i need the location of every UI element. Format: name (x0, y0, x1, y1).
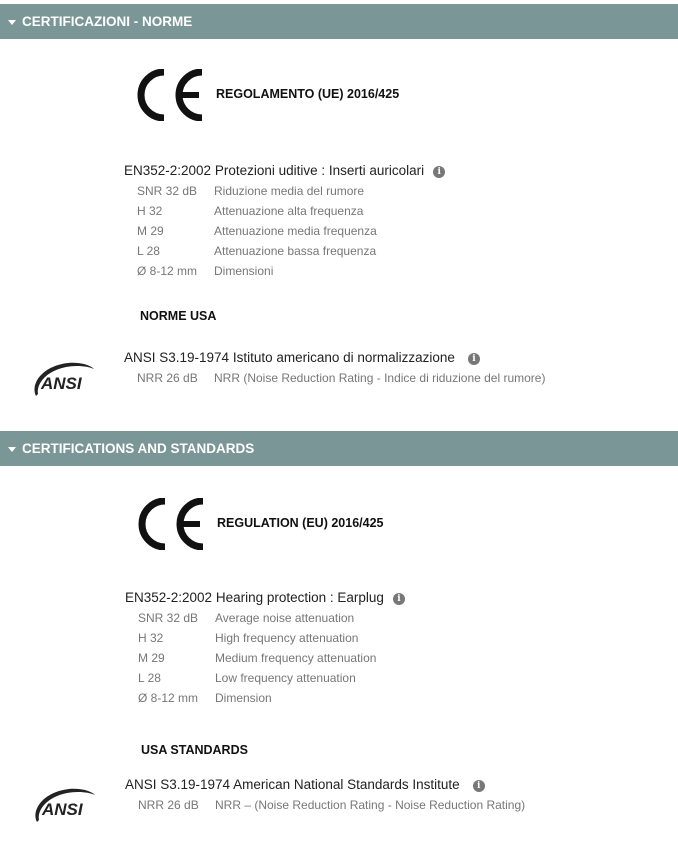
value-key: M 29 (137, 224, 164, 238)
info-icon[interactable]: i (393, 593, 405, 605)
value-key: L 28 (137, 244, 160, 258)
value-desc: Medium frequency attenuation (215, 651, 377, 665)
ansi-values-list (138, 795, 525, 815)
value-desc: NRR (Noise Reduction Rating - Indice di riduzione del rumore) (214, 371, 546, 385)
value-desc: High frequency attenuation (215, 631, 359, 645)
value-desc: Attenuazione bassa frequenza (214, 244, 377, 258)
value-row (138, 668, 376, 688)
value-key: Ø 8-12 mm (138, 691, 199, 705)
section-header-label: CERTIFICAZIONI - NORME (22, 14, 193, 29)
section-header-english[interactable] (0, 431, 678, 466)
value-key: NRR 26 dB (138, 798, 199, 812)
regulation-title: REGULATION (EU) 2016/425 (217, 516, 384, 530)
ce-mark-logo (132, 498, 206, 550)
value-key: H 32 (138, 631, 164, 645)
value-desc: Low frequency attenuation (215, 671, 356, 685)
value-desc: Attenuazione media frequenza (214, 224, 377, 238)
value-key: L 28 (138, 671, 161, 685)
value-desc: NRR – (Noise Reduction Rating - Noise Reduction Rating) (215, 798, 526, 812)
ansi-standard-title (125, 777, 485, 792)
value-key: SNR 32 dB (138, 611, 199, 625)
value-desc: Riduzione media del rumore (214, 184, 365, 198)
standard-title (125, 590, 405, 605)
value-desc: Attenuazione alta frequenza (214, 204, 364, 218)
caret-down-icon (8, 447, 16, 452)
value-key: NRR 26 dB (137, 371, 198, 385)
value-key: SNR 32 dB (137, 184, 198, 198)
ansi-standard-text: ANSI S3.19-1974 American National Standards Institute (125, 777, 460, 792)
standard-values-list (138, 608, 376, 708)
ansi-standard-text: ANSI S3.19-1974 Istituto americano di normalizzazione (124, 350, 455, 365)
usa-standards-title: USA STANDARDS (141, 743, 248, 757)
ansi-logo (29, 786, 99, 828)
usa-standards-title: NORME USA (140, 309, 217, 323)
value-desc: Dimensioni (214, 264, 274, 278)
info-icon[interactable]: i (433, 166, 445, 178)
info-icon[interactable]: i (468, 353, 480, 365)
value-row (138, 648, 376, 668)
standard-title-text: EN352-2:2002 Hearing protection : Earplug (125, 590, 384, 605)
value-key: Ø 8-12 mm (137, 264, 198, 278)
ansi-logo-text: ANSI (42, 800, 83, 819)
value-row (138, 795, 525, 815)
value-row (138, 688, 376, 708)
value-row (138, 628, 376, 648)
standard-title-text: EN352-2:2002 Protezioni uditive : Inserti auricolari (124, 163, 425, 178)
regulation-title: REGOLAMENTO (UE) 2016/425 (216, 87, 400, 101)
info-icon[interactable]: i (473, 780, 485, 792)
ansi-logo-text: ANSI (41, 374, 82, 393)
value-desc: Dimension (215, 691, 272, 705)
value-key: H 32 (137, 204, 163, 218)
value-key: M 29 (138, 651, 165, 665)
section-header-label: CERTIFICATIONS AND STANDARDS (22, 441, 255, 456)
value-row (138, 608, 376, 628)
value-desc: Average noise attenuation (215, 611, 355, 625)
